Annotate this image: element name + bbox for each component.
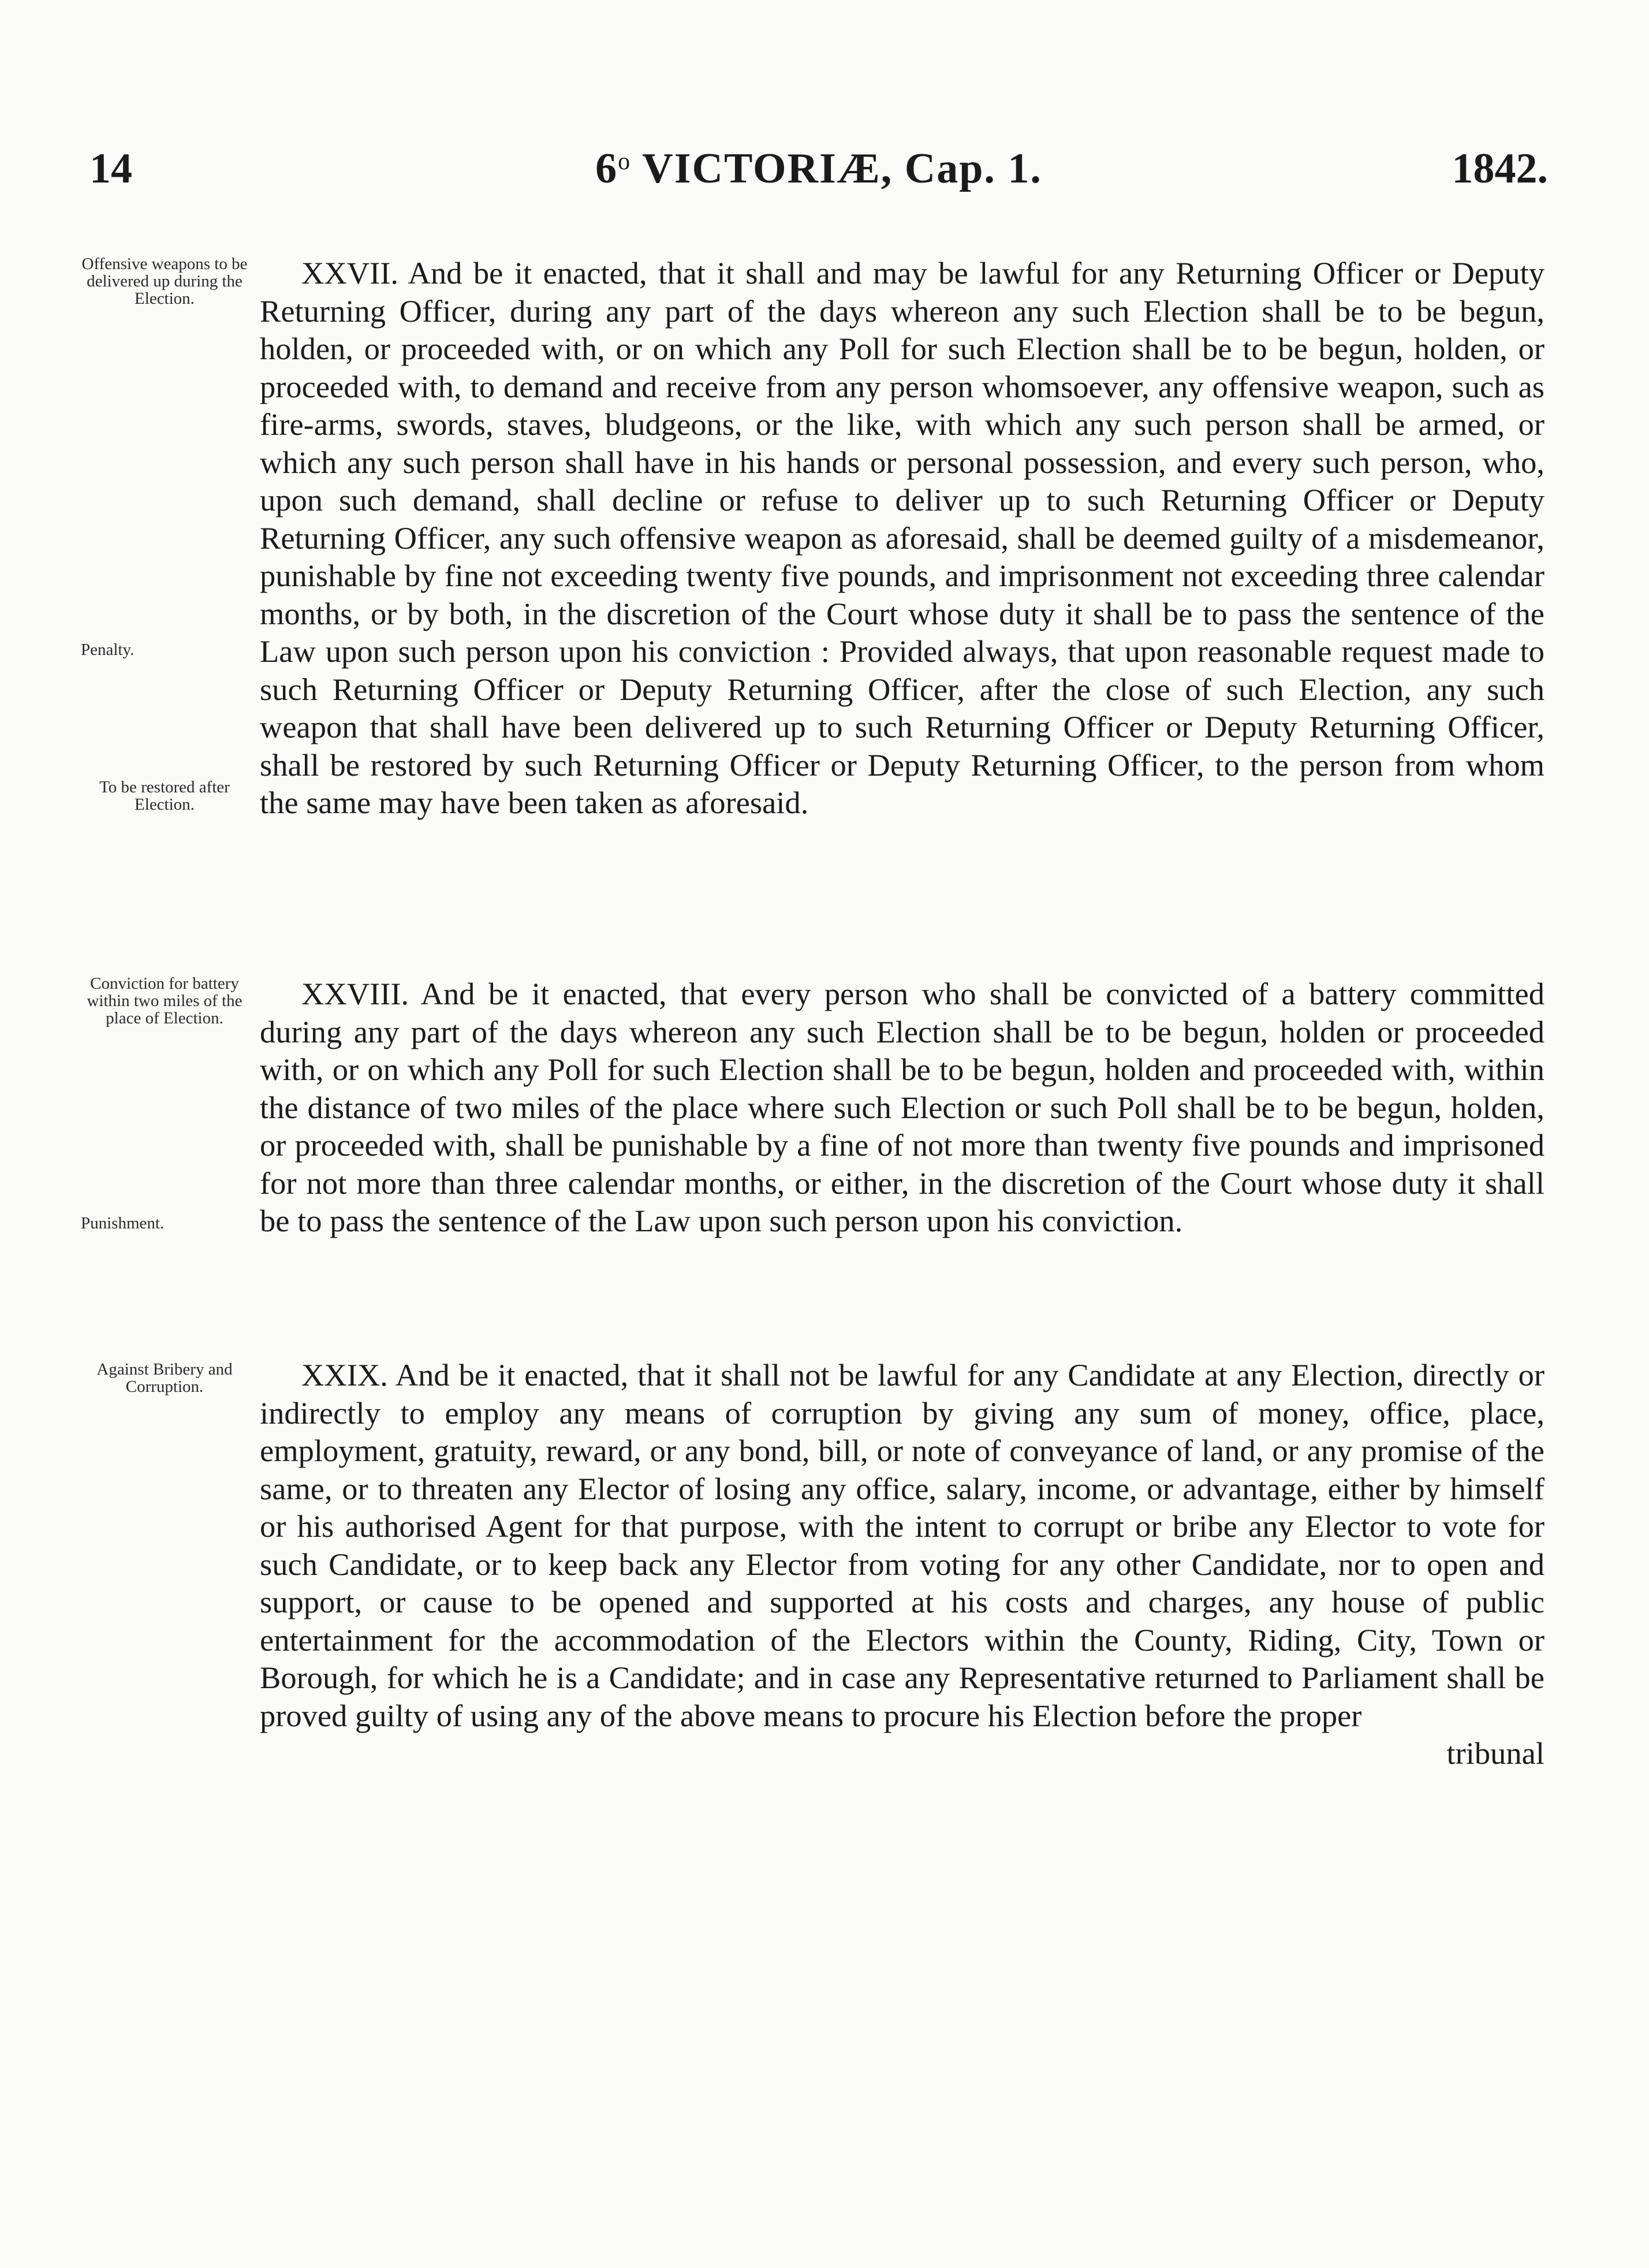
running-title: [89, 144, 1548, 193]
header-year: 1842.: [1452, 145, 1548, 192]
margin-note-against-bribery: Against Bribery and Corruption.: [96, 1360, 233, 1396]
margin-note-penalty: Penalty.: [81, 640, 135, 659]
section-xxix: [260, 1356, 1544, 1772]
section-xxvii-number: XXVII.: [301, 255, 398, 291]
section-xxvii-text: And be it enacted, that it shall and may be lawful for any Returning Officer or Deputy Returning Officer, during any part of the days whereon any such Election shall be to be begun, holden, or proceeded with, or on which any Poll for such Election shall be to be begun, holden, or proceeded with, to demand and receive from any person whomsoever, any offensive weapon, such as fire-arms, swords, staves, bludgeons, or the like, with which any such person shall be armed, or which any such person shall have in his hands or personal possession, and every such person, who, upon such demand, shall decline or refuse to deliver up to such Returning Officer or Deputy Returning Officer, any such offensive weapon as aforesaid, shall be deemed guilty of a misdemeanor, punishable by fine not exceeding twenty five pounds, and imprisonment not exceeding three calendar months, or by both, in the discretion of the Court whose duty it shall be to pass the sentence of the Law upon such person upon his conviction : Provided always, that upon reasonable request made to such Returning Officer or Deputy Returning Officer, after the close of such Election, any such weapon that shall have been delivered up to such Returning Officer or Deputy Returning Officer, shall be restored by such Returning Officer or Deputy Returning Officer, to the person from whom the same may have been taken as aforesaid.: [260, 255, 1544, 820]
running-header: [89, 144, 1548, 214]
section-xxviii-number: XXVIII.: [301, 976, 409, 1011]
section-xxviii: [260, 975, 1544, 1240]
margin-note-offensive-weapons: Offensive weapons to be delivered up during the Election.: [81, 255, 248, 308]
section-xxix-number: XXIX.: [301, 1357, 388, 1392]
page-number: 14: [89, 145, 132, 192]
margin-note-conviction-battery: Conviction for battery within two miles of the place of Election.: [87, 974, 242, 1027]
title-superscript: o: [618, 148, 632, 175]
title-main: VICTORIÆ, Cap. 1.: [631, 145, 1042, 192]
section-xxvii: [260, 254, 1544, 822]
section-xxvii-paragraph: [260, 254, 1544, 822]
section-xxix-paragraph: [260, 1356, 1544, 1734]
section-xxix-text: And be it enacted, that it shall not be lawful for any Candidate at any Election, directly or indirectly to employ any means of corruption by giving any sum of money, office, place, employment, gratuity, reward, or any bond, bill, or note of conveyance of land, or any promise of the same, or to threaten any Elector of losing any office, salary, income, or advantage, either by himself or his authorised Agent for that purpose, with the intent to corrupt or bribe any Elector to vote for such Candidate, or to keep back any Elector from voting for any other Candidate, nor to open and support, or cause to be opened and supported at his costs and charges, any house of public entertainment for the accommodation of the Electors within the County, Riding, City, Town or Borough, for which he is a Candidate; and in case any Representative returned to Parliament shall be proved guilty of using any of the above means to procure his Election before the proper: [260, 1357, 1544, 1733]
margin-note-punishment: Punishment.: [81, 1214, 165, 1232]
title-prefix: 6: [595, 145, 618, 192]
catchword: tribunal: [1446, 1736, 1544, 1771]
margin-note-to-be-restored: To be restored after Election.: [99, 778, 230, 814]
section-xxviii-text: And be it enacted, that every person who shall be convicted of a battery committed during any part of the days whereon any such Election shall be to be begun, holden or proceeded with, or on which any Poll for such Election shall be to be begun, holden and proceeded with, within the distance of two miles of the place where such Election or such Poll shall be to be begun, holden, or proceeded with, shall be punishable by a fine of not more than twenty five pounds and imprisoned for not more than three calendar months, or either, in the discretion of the Court whose duty it shall be to pass the sentence of the Law upon such person upon his conviction.: [260, 976, 1544, 1238]
section-xxviii-paragraph: [260, 975, 1544, 1240]
